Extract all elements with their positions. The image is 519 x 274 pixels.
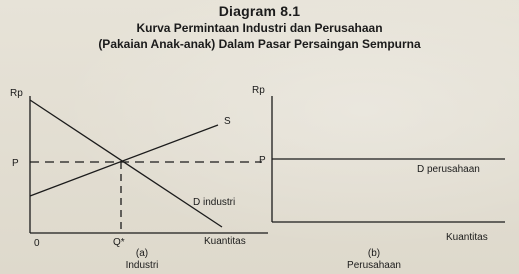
panel-a-origin-label: 0 — [34, 238, 40, 249]
panel-b-x-axis-label: Kuantitas — [446, 232, 488, 243]
panel-b-y-axis-label: Rp — [252, 85, 265, 96]
panel-a-price-label: P — [12, 158, 19, 169]
panel-a-quantity-label: Q* — [113, 237, 125, 248]
firm-demand-label: D perusahaan — [417, 164, 480, 175]
supply-curve — [30, 125, 218, 196]
industry-demand-label: D industri — [193, 197, 236, 208]
diagram-subtitle-line-1: Kurva Permintaan Industri dan Perusahaan — [136, 21, 383, 35]
panel-a-caption-letter: (a) — [135, 248, 149, 259]
supply-curve-label: S — [224, 116, 231, 127]
diagram-title: Diagram 8.1 — [218, 3, 301, 19]
panel-b-price-label: P — [259, 155, 266, 166]
panel-b-caption-name: Perusahaan — [347, 260, 401, 271]
panel-b-caption-letter: (b) — [367, 248, 381, 259]
diagram-subtitle-line-2: (Pakaian Anak-anak) Dalam Pasar Persaingan Sempurna — [98, 37, 421, 51]
panel-a-x-axis-label: Kuantitas — [204, 236, 246, 247]
panel-a-caption-name: Industri — [125, 260, 159, 271]
panel-a-y-axis-label: Rp — [10, 88, 23, 99]
